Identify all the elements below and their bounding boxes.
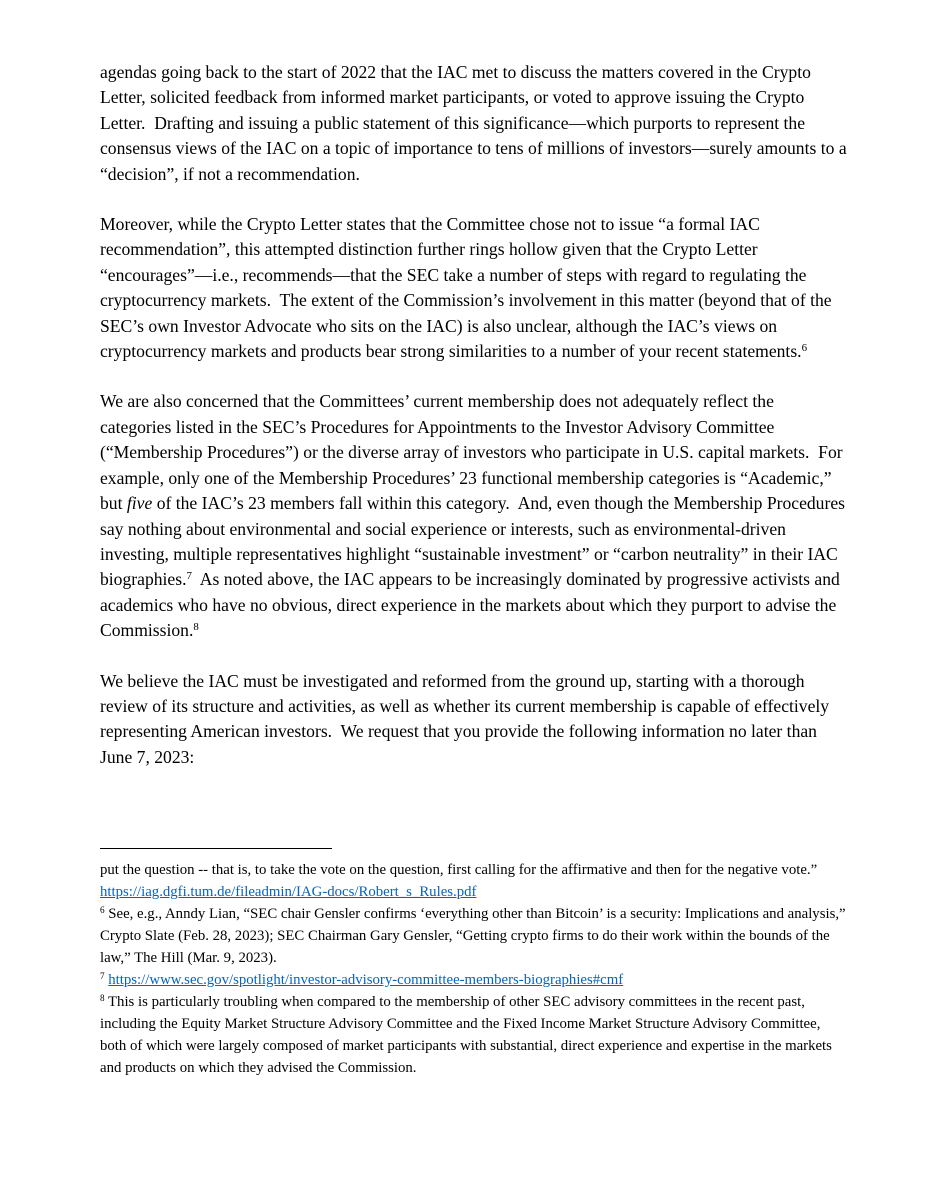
paragraph-4 [100, 669, 847, 771]
paragraph-2 [100, 212, 847, 364]
paragraph-3 [100, 389, 850, 643]
letter-body [100, 60, 852, 770]
footnote-6-text: See, e.g., Anndy Lian, “SEC chair Gensler confirms ‘everything other than Bitcoin’ is a security: Implications and analysis,” Crypto Slate (Feb. 28, 2023); SEC Chairman Gary Gensler, “Getting crypto firms to do their work within the bounds of the law,” The Hill (Mar. 9, 2023). [100, 906, 850, 967]
footnote-separator-line [100, 848, 332, 849]
footnote-8 [100, 991, 847, 1079]
footnote-reference-7: 7 [186, 570, 192, 583]
paragraph-3-italic-word: five [126, 493, 153, 514]
footnotes-block [100, 859, 850, 1079]
footnote-8-number: 8 [100, 993, 105, 1004]
paragraph-1-text: agendas going back to the start of 2022 that the IAC met to discuss the matters covered in the Crypto Letter, solicited feedback from informed market participants, or voted to approve issuing the Crypto Letter. Drafting and issuing a public statement of this significance—which purports to represent the consensus views of the IAC on a topic of importance to tens of millions of investors—surely amounts to a “decision”, if not a recommendation. [100, 62, 852, 184]
paragraph-3-text-part3: As noted above, the IAC appears to be increasingly dominated by progressive activists and academics who have no obvious, direct experience in the markets about which they purport to advise the Commission. [100, 569, 845, 641]
paragraph-1 [100, 60, 852, 187]
footnote-5-continuation [100, 859, 847, 903]
footnote-reference-6: 6 [801, 342, 808, 355]
paragraph-3-text-part2: of the IAC’s 23 members fall within this category. And, even though the Membership Procedures say nothing about environmental and social experience or interests, such as environmental-driven investing, multiple representatives highlight “sustainable investment” or “carbon neutrality” in their IAC biographies. [100, 493, 850, 590]
footnote-area [100, 848, 850, 1079]
footnote-7-link[interactable]: https://www.sec.gov/spotlight/investor-advisory-committee-members-biographies#cmf [108, 972, 624, 989]
footnote-7 [100, 969, 847, 991]
footnote-5-link[interactable]: https://iag.dgfi.tum.de/fileadmin/IAG-docs/Robert_s_Rules.pdf [100, 884, 477, 901]
footnote-6 [100, 903, 850, 969]
paragraph-2-text: Moreover, while the Crypto Letter states that the Committee chose not to issue “a formal IAC recommendation”, this attempted distinction further rings hollow given that the Crypto Letter “encourages”—i.e., recommends—that the SEC take a number of steps with regard to regulating the cryptocurrency markets. The extent of the Commission’s involvement in this matter (beyond that of the SEC’s own Investor Advocate who sits on the IAC) is also unclear, although the IAC’s views on cryptocurrency markets and products bear strong similarities to a number of your recent statements. [100, 214, 837, 362]
paragraph-3-text-part1: We are also concerned that the Committees’ current membership does not adequately reflect the categories listed in the SEC’s Procedures for Appointments to the Investor Advisory Committee (“Membership Procedures”) or the diverse array of investors who participate in U.S. capital markets. For example, only one of the Membership Procedures’ 23 functional membership categories is “Academic,” but [100, 391, 848, 514]
footnote-8-text: This is particularly troubling when compared to the membership of other SEC advisory committees in the recent past, including the Equity Market Structure Advisory Committee and the Fixed Income Market Structure Advisory Committee, both of which were largely composed of market participants with substantial, direct experience and expertise in the markets and products on which they advised the Commission. [100, 994, 836, 1077]
footnote-reference-8: 8 [193, 621, 199, 634]
footnote-5-continuation-text: put the question -- that is, to take the vote on the question, first calling for the affirmative and then for the negative vote.” [100, 862, 821, 879]
footnote-7-number: 7 [100, 971, 105, 982]
paragraph-4-text: We believe the IAC must be investigated and reformed from the ground up, starting with a thorough review of its structure and activities, as well as whether its current membership is capable of effectively representing American investors. We request that you provide the following information no later than June 7, 2023: [100, 670, 834, 767]
footnote-6-number: 6 [100, 905, 105, 916]
